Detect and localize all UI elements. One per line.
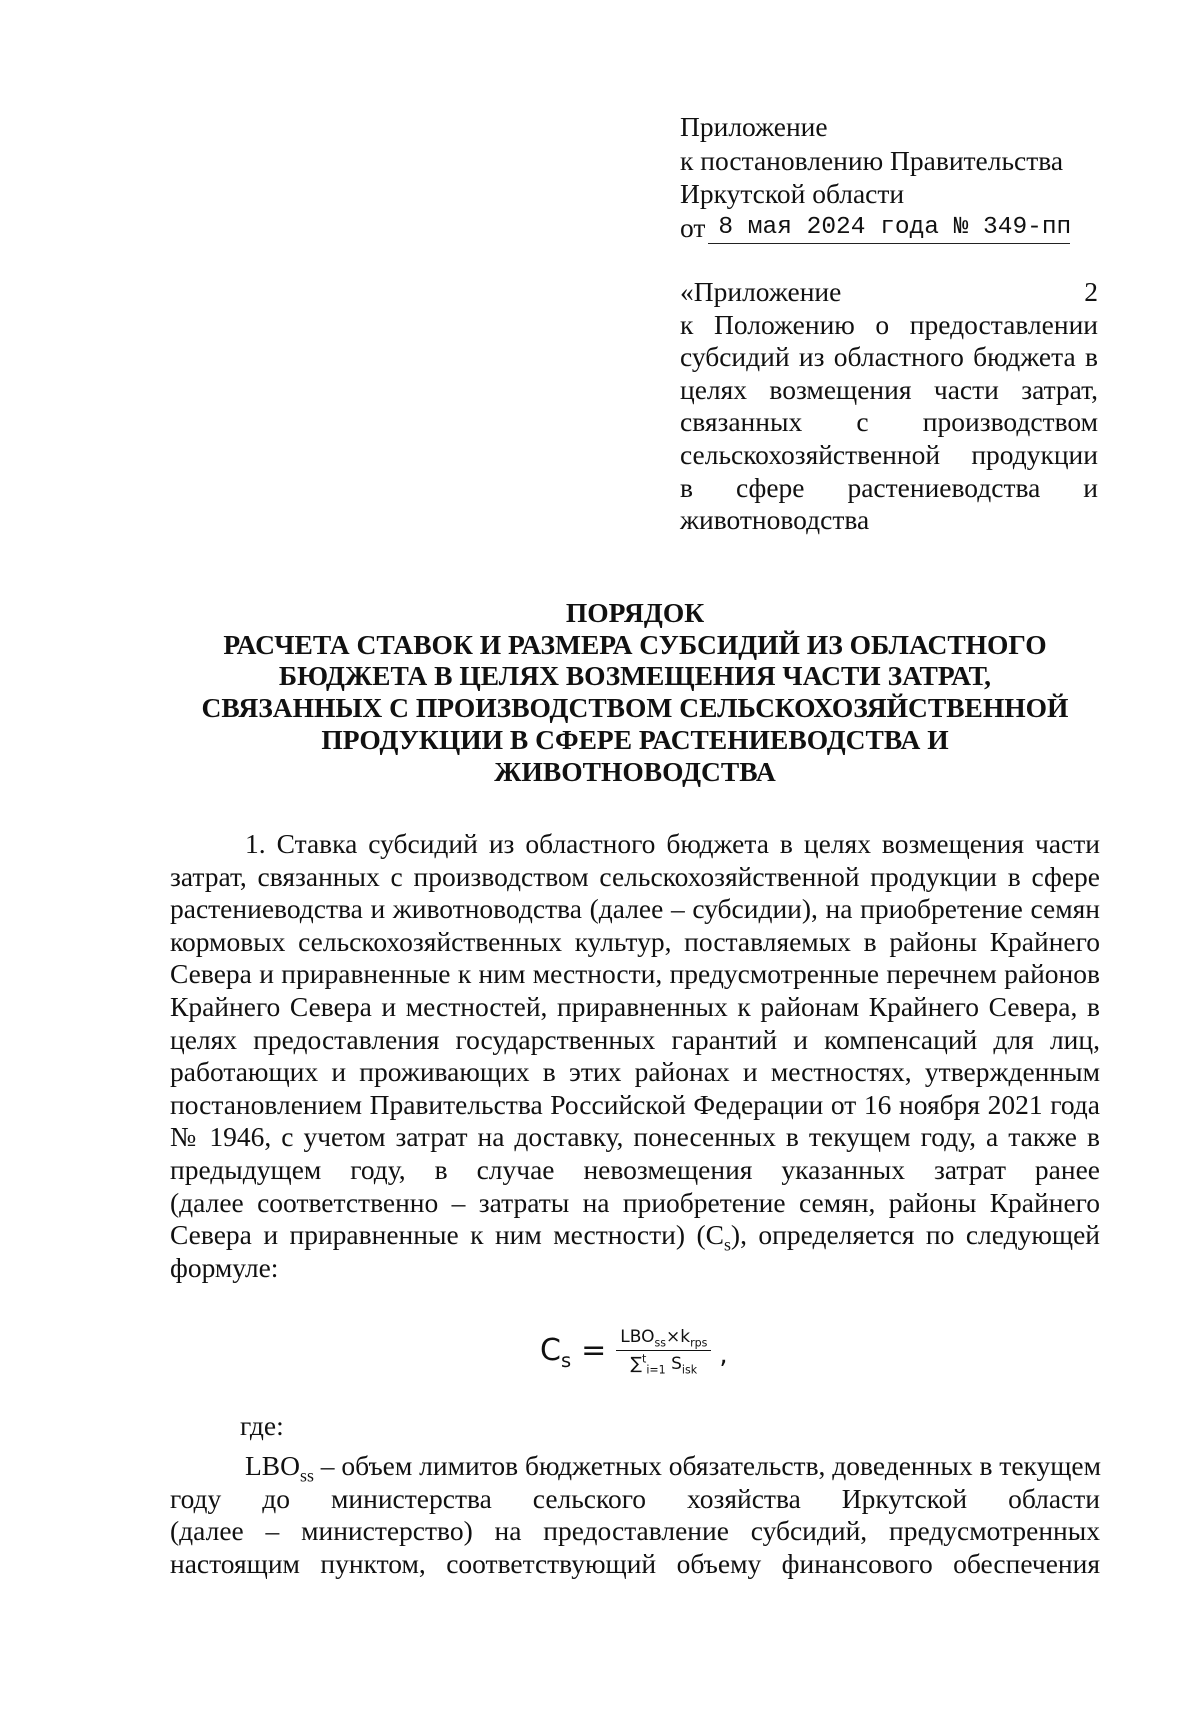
paragraph-line: целях предоставления государственных гарантий и компенсаций для лиц, bbox=[170, 1023, 1100, 1055]
date-value: 8 мая 2024 года № 349-пп bbox=[708, 213, 1070, 244]
appendix-line-1: Приложение bbox=[680, 111, 828, 142]
reference-line: животноводства bbox=[680, 504, 870, 536]
definition-line: настоящим пунктом, соответствующий объему финансового обеспечения bbox=[170, 1547, 1100, 1579]
document-title bbox=[170, 597, 1100, 787]
title-line: СВЯЗАННЫХ С ПРОИЗВОДСТВОМ СЕЛЬСКОХОЗЯЙСТВЕННОЙ bbox=[201, 692, 1069, 724]
appendix-line-2: к постановлению Правительства bbox=[680, 144, 1064, 176]
sum-symbol: ∑ bbox=[630, 1353, 642, 1374]
paragraph-line: постановлением Правительства Российской Федерации от 16 ноября 2021 года bbox=[170, 1088, 1100, 1120]
denominator-subscript: isk bbox=[681, 1362, 698, 1376]
formula-comma: , bbox=[719, 1340, 728, 1370]
numerator-factor: ×k bbox=[666, 1326, 691, 1347]
paragraph-line: 1. Ставка субсидий из областного бюджета в целях возмещения части bbox=[245, 828, 1100, 859]
formula-lhs-subscript: s bbox=[560, 1348, 572, 1372]
reference-line: сельскохозяйственной продукции bbox=[680, 438, 1098, 470]
numerator-term: LBO bbox=[620, 1326, 655, 1347]
paragraph-line: Крайнего Севера и местностей, приравненных к районам Крайнего Севера, в bbox=[170, 990, 1100, 1022]
appendix-header bbox=[680, 110, 1100, 244]
paragraph-line: работающих и проживающих в этих районах и местностях, утвержденным bbox=[170, 1056, 1100, 1088]
appendix-date-row bbox=[680, 211, 1100, 245]
numerator-subscript: ss bbox=[654, 1335, 666, 1349]
paragraph-line: кормовых сельскохозяйственных культур, поставляемых в районы Крайнего bbox=[170, 925, 1100, 957]
reference-line: в сфере растениеводства и bbox=[680, 471, 1098, 503]
formula-lhs bbox=[540, 1332, 572, 1372]
date-prefix: от bbox=[680, 211, 706, 243]
title-line: БЮДЖЕТА В ЦЕЛЯХ ВОЗМЕЩЕНИЯ ЧАСТИ ЗАТРАТ, bbox=[278, 660, 992, 692]
title-line: ПОРЯДОК bbox=[565, 597, 705, 628]
paragraph-line: № 1946, с учетом затрат на доставку, понесенных в текущем году, а также в bbox=[170, 1121, 1100, 1153]
paragraph-line: Севера и приравненные к ним местности, предусмотренные перечнем районов bbox=[170, 958, 1100, 990]
reference-line: к Положению о предоставлении bbox=[680, 308, 1098, 340]
formula-fraction bbox=[616, 1327, 711, 1374]
title-line: ЖИВОТНОВОДСТВА bbox=[494, 755, 776, 787]
definition-block bbox=[170, 1450, 1100, 1580]
numerator-factor-subscript: rps bbox=[690, 1335, 708, 1349]
definition-line: году до министерства сельского хозяйства Иркутской области bbox=[170, 1482, 1100, 1514]
reference-line: «Приложение 2 bbox=[680, 276, 1098, 307]
paragraph-line: затрат, связанных с производством сельскохозяйственной продукции в сфере bbox=[170, 860, 1100, 892]
definition-line bbox=[170, 1450, 1102, 1486]
paragraph-line: предыдущем году, в случае невозмещения указанных затрат ранее bbox=[170, 1153, 1100, 1185]
title-line: РАСЧЕТА СТАВОК И РАЗМЕРА СУБСИДИЙ ИЗ ОБЛАСТНОГО bbox=[223, 628, 1047, 660]
paragraph-line: формуле: bbox=[170, 1251, 279, 1283]
definition-term-subscript: ss bbox=[300, 1465, 314, 1486]
formula bbox=[540, 1310, 728, 1390]
subscript: s bbox=[723, 1234, 731, 1255]
paragraph-line: растениеводства и животноводства (далее – субсидии), на приобретение семян bbox=[170, 893, 1100, 925]
formula-lhs-symbol: C bbox=[540, 1332, 561, 1368]
reference-line: связанных с производством bbox=[680, 406, 1098, 438]
title-line: ПРОДУКЦИИ В СФЕРЕ РАСТЕНИЕВОДСТВА И bbox=[321, 723, 949, 755]
denominator-term: S bbox=[665, 1353, 682, 1374]
paragraph-line-with-subscript bbox=[170, 1219, 1100, 1255]
reference-line: субсидий из областного бюджета в bbox=[680, 341, 1098, 373]
appendix-line-3: Иркутской области bbox=[680, 178, 905, 209]
reference-line: целях возмещения части затрат, bbox=[680, 373, 1098, 405]
where-label: где: bbox=[240, 1410, 284, 1441]
formula-numerator bbox=[616, 1327, 711, 1350]
sum-upper-limit: t bbox=[642, 1351, 647, 1365]
paragraph-line: (далее соответственно – затраты на приобретение семян, районы Крайнего bbox=[170, 1186, 1100, 1218]
sum-lower-limit: i=1 bbox=[646, 1362, 666, 1376]
definition-line: (далее – министерство) на предоставление субсидий, предусмотренных bbox=[170, 1515, 1100, 1547]
definition-line-text: – объем лимитов бюджетных обязательств, доведенных в текущем bbox=[313, 1450, 1102, 1481]
paragraph-line-tail: ), определяется по следующей bbox=[730, 1219, 1100, 1251]
reference-block bbox=[680, 276, 1098, 537]
paragraph-line-text: Севера и приравненные к ним местности) (C bbox=[170, 1219, 724, 1251]
definition-term: LBO bbox=[245, 1450, 300, 1481]
formula-denominator bbox=[627, 1351, 702, 1374]
formula-equals: = bbox=[581, 1332, 607, 1368]
paragraph-1 bbox=[170, 828, 1100, 1284]
